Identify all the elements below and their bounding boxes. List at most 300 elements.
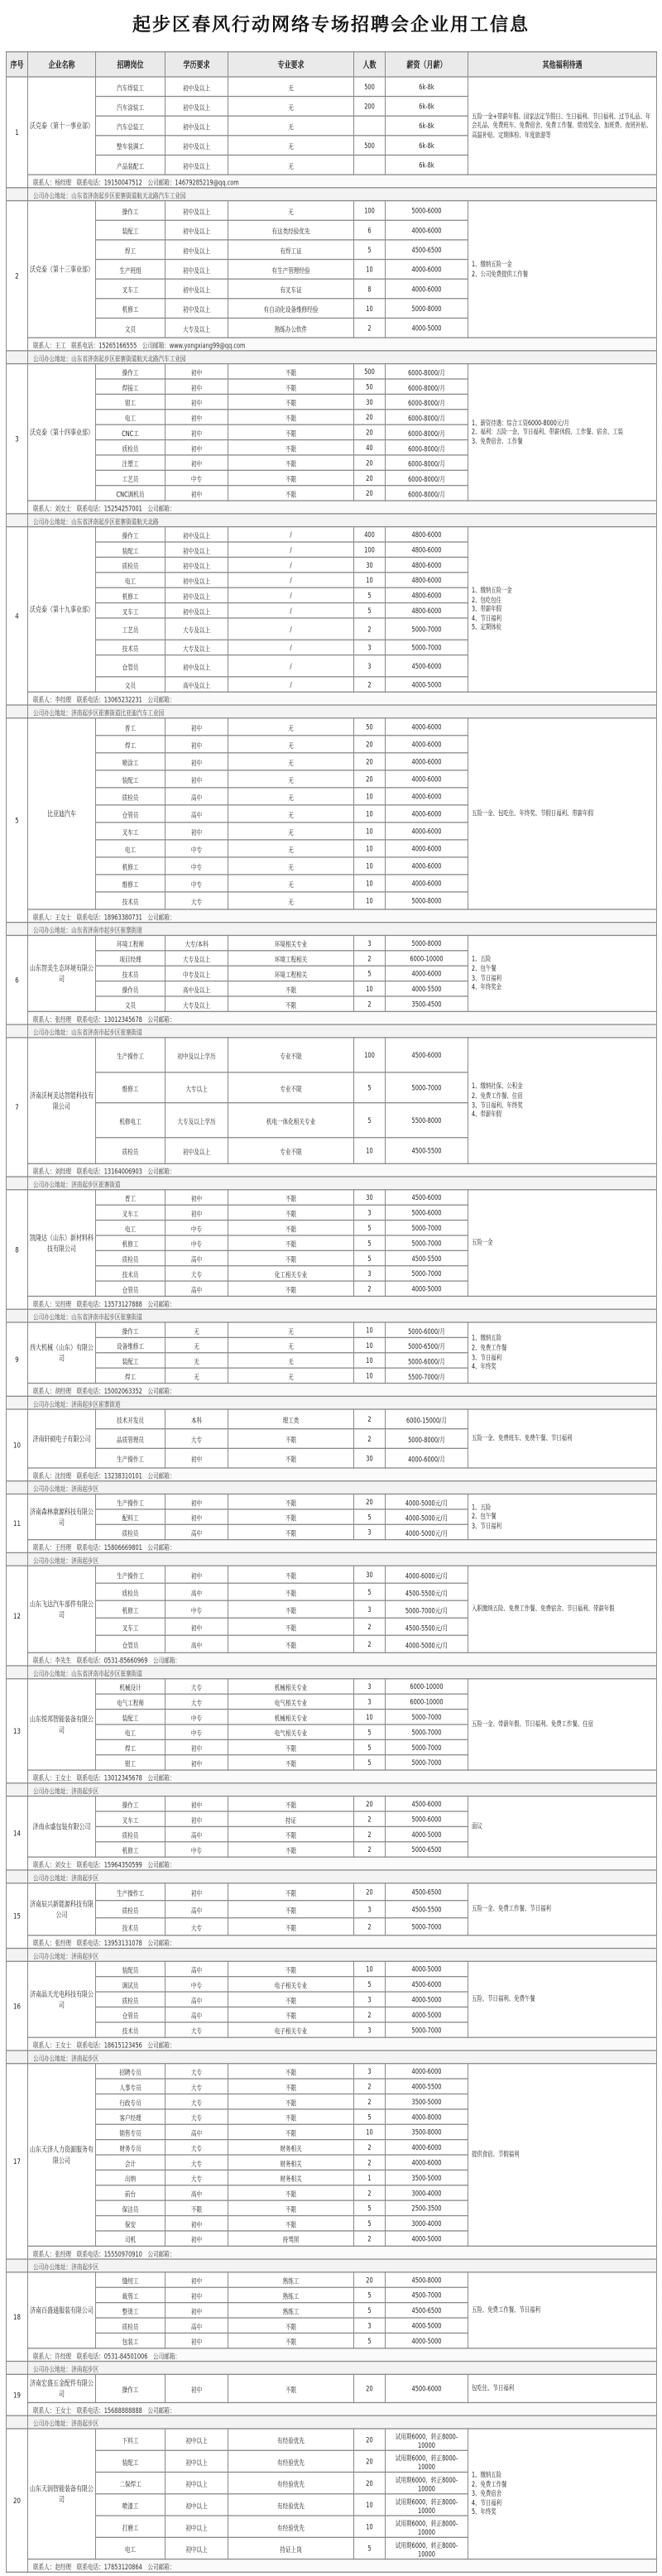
job-position: 操作工 <box>96 2374 166 2402</box>
job-count: 20 <box>354 1494 386 1509</box>
job-position: 质检员 <box>96 1583 166 1600</box>
job-education: 无 <box>166 1368 228 1383</box>
job-salary: 4000-5000元/月 <box>386 1524 468 1539</box>
company-seq: 17 <box>7 2064 28 2259</box>
job-position: 装配工 <box>96 542 166 557</box>
job-count: 40 <box>354 440 386 455</box>
company-contact: 联系人：王女士 联系电话：15688888888 公司邮箱： <box>28 2402 657 2415</box>
company-name: 沃克泰（第十九事业部） <box>28 527 96 693</box>
job-major: 无 <box>228 116 354 136</box>
job-count: 5 <box>354 240 386 260</box>
job-salary: 4500-6000 <box>386 1038 468 1072</box>
job-count: 2 <box>354 1811 386 1826</box>
company-address: 公司办公地址：济南起步区 <box>28 2415 657 2429</box>
job-major: 无 <box>228 805 354 823</box>
job-position: 操作工 <box>96 201 166 221</box>
job-position: CNC工 <box>96 425 166 439</box>
job-major: 不限 <box>228 1190 354 1205</box>
address-spacer <box>7 188 28 201</box>
job-salary: 5000-7000 <box>386 618 468 640</box>
address-spacer <box>7 1948 28 1961</box>
job-salary: 4000-6000 <box>386 2064 468 2079</box>
job-position: 司机 <box>96 2231 166 2246</box>
company-contact-row <box>7 2246 657 2259</box>
job-education: 高中 <box>166 1901 228 1918</box>
job-position: 品质管理员 <box>96 1429 166 1449</box>
job-position: 机械设计 <box>96 1679 166 1694</box>
job-salary: 5000-6000 <box>386 1205 468 1220</box>
job-education: 初中 <box>166 1796 228 1811</box>
job-salary: 6k-8k <box>386 77 468 97</box>
job-education: 初中 <box>166 440 228 455</box>
job-education: 高中 <box>166 788 228 805</box>
job-count: 1 <box>354 2170 386 2185</box>
company-name: 沃克泰（第十四事业部） <box>28 364 96 501</box>
job-salary: 4000-8000 <box>386 2109 468 2124</box>
company-address-row <box>7 1177 657 1190</box>
job-education: 高中 <box>166 1826 228 1841</box>
company-address: 公司办公地址：山东省济南市起步区崔寨街道 <box>28 1309 657 1322</box>
job-education: 高中 <box>166 1524 228 1539</box>
company-welfare: 五险、节日福利、免费午餐 <box>468 1961 657 2037</box>
job-education: 中专 <box>166 857 228 875</box>
job-education: 初中及以上 <box>166 77 228 97</box>
job-major: / <box>228 557 354 572</box>
job-salary: 试用期6000，转正8000-10000 <box>386 2516 468 2537</box>
job-major: 不限 <box>228 486 354 501</box>
job-count: 3 <box>354 2318 386 2333</box>
job-salary: 4000-6000 <box>386 966 468 981</box>
company-welfare: 五险一金、免费班车、免费午餐、节日福利 <box>468 1409 657 1468</box>
job-count: 500 <box>354 77 386 97</box>
job-count: 3 <box>354 935 386 950</box>
company-seq: 19 <box>7 2374 28 2415</box>
job-major: / <box>228 655 354 677</box>
job-position: 喷漆工 <box>96 2494 166 2516</box>
job-salary: 5000-8000 <box>386 299 468 319</box>
job-position: 裁剪工 <box>96 2287 166 2302</box>
job-position: 机修工 <box>96 1600 166 1618</box>
job-position: 汽车总装工 <box>96 116 166 136</box>
job-salary: 4500-6500 <box>386 1883 468 1901</box>
job-count: 10 <box>354 892 386 909</box>
job-position: 前台 <box>96 2185 166 2200</box>
job-major: 不限 <box>228 1918 354 1936</box>
job-education: 大专及以上 <box>166 951 228 966</box>
address-spacer <box>7 1666 28 1679</box>
job-count: 2 <box>354 1842 386 1857</box>
company-address: 公司办公地址：济南起步区 <box>28 1783 657 1796</box>
company-welfare: 提供食宿、节假福利 <box>468 2064 657 2247</box>
job-count: 3 <box>354 655 386 677</box>
company-welfare: 1、五险 2、包午餐 3、节日福利 4、年终奖金 <box>468 935 657 1011</box>
job-major: 电气相关专业 <box>228 1694 354 1709</box>
company-name: 济南百盛通服装有限公司 <box>28 2272 96 2348</box>
job-position: 生产操作工 <box>96 1566 166 1583</box>
company-contact: 联系人：张经理 联系电话：13953131078 公司邮箱： <box>28 1936 657 1949</box>
job-education: 初中及以上 <box>166 299 228 319</box>
company-address: 公司办公地址：山东省济南起步区崔寨街道航天北路汽车工业园 <box>28 188 657 201</box>
job-education: 初中 <box>166 1494 228 1509</box>
job-position: 环境工程师 <box>96 935 166 950</box>
company-seq: 9 <box>7 1322 28 1396</box>
job-major: 专业不限 <box>228 1072 354 1103</box>
job-position: 钳工 <box>96 394 166 409</box>
job-major: 有焊工证 <box>228 240 354 260</box>
job-salary: 4500-6000 <box>386 655 468 677</box>
job-education: 高中及以上 <box>166 981 228 996</box>
address-spacer <box>7 705 28 718</box>
address-spacer <box>7 923 28 936</box>
job-major: 有经验优先 <box>228 2429 354 2450</box>
job-position: 缝纫工 <box>96 2272 166 2287</box>
job-position: 仓管员 <box>96 1281 166 1296</box>
company-contact: 联系人：刘女士 联系电话：15254257001 公司邮箱： <box>28 501 657 514</box>
job-position: 生产操作工 <box>96 1038 166 1072</box>
company-contact-row <box>7 1468 657 1481</box>
job-count: 5 <box>354 1977 386 1992</box>
company-address-row <box>7 2051 657 2064</box>
job-salary: 4500-5500 <box>386 1138 468 1164</box>
job-salary: 4800-6000 <box>386 603 468 618</box>
job-count: 2 <box>354 2185 386 2200</box>
job-position: 注塑工 <box>96 455 166 470</box>
job-education: 高中 <box>166 1961 228 1976</box>
job-major: 不限 <box>228 1566 354 1583</box>
job-major: 不限 <box>228 1448 354 1468</box>
job-position: 装配工 <box>96 1353 166 1368</box>
job-position: 叉车工 <box>96 1618 166 1635</box>
job-major: 机械相关专业 <box>228 1679 354 1694</box>
job-education: 初中 <box>166 364 228 379</box>
job-position: 工艺员 <box>96 618 166 640</box>
job-count: 30 <box>354 557 386 572</box>
job-salary: 4000-5000 <box>386 677 468 692</box>
job-count: 20 <box>354 2473 386 2494</box>
job-count: 20 <box>354 770 386 788</box>
job-count: 5 <box>354 1235 386 1250</box>
company-contact-row <box>7 338 657 351</box>
job-count: 100 <box>354 542 386 557</box>
job-major: 熟练工 <box>228 2287 354 2302</box>
company-contact: 联系人：王女士 联系电话：18615123456 公司邮箱： <box>28 2037 657 2051</box>
job-major: 专业不限 <box>228 1138 354 1164</box>
job-major: 不限 <box>228 2124 354 2139</box>
job-major: 不限 <box>228 2333 354 2348</box>
job-position: 焊接工 <box>96 379 166 394</box>
job-salary: 5000-8000/月 <box>386 1429 468 1449</box>
job-salary: 5000-7000 <box>386 1072 468 1103</box>
company-address-row <box>7 2259 657 2272</box>
job-salary: 4000-6000元/月 <box>386 1566 468 1583</box>
job-salary: 6000-15000/月 <box>386 1409 468 1429</box>
job-count: 10 <box>354 1322 386 1337</box>
company-seq: 11 <box>7 1494 28 1552</box>
job-position: 装配员 <box>96 1961 166 1976</box>
job-position: 机修工 <box>96 588 166 602</box>
job-major: 熟练工 <box>228 2303 354 2318</box>
job-count: 10 <box>354 260 386 280</box>
job-education: 大专 <box>166 2155 228 2170</box>
job-salary: 4500-6000 <box>386 1796 468 1811</box>
job-major: 不限 <box>228 1235 354 1250</box>
job-education: 大专 <box>166 2079 228 2094</box>
job-position: 机修电工 <box>96 1103 166 1138</box>
company-contact: 联系人：王女士 联系电话：18963380731 公司邮箱： <box>28 909 657 923</box>
job-position: 操作工 <box>96 527 166 542</box>
company-address: 公司办公地址：济南起步区 <box>28 1552 657 1566</box>
job-salary: 5000-7000 <box>386 2022 468 2037</box>
job-count: 5 <box>354 603 386 618</box>
job-position: 生产班组 <box>96 260 166 280</box>
job-position: 普工 <box>96 718 166 736</box>
company-address-row <box>7 1309 657 1322</box>
job-count: 10 <box>354 1961 386 1976</box>
job-count: 100 <box>354 1038 386 1072</box>
job-count: 5 <box>354 1250 386 1265</box>
job-count: 2 <box>354 2140 386 2155</box>
job-count <box>354 155 386 175</box>
job-position: 电工 <box>96 1725 166 1739</box>
job-major: 不限 <box>228 1618 354 1635</box>
job-education: 初中以上 <box>166 2494 228 2516</box>
table-row <box>7 1566 657 1583</box>
job-salary: 5500-7000/月 <box>386 1368 468 1383</box>
job-salary: 试用期6000，转正8000-10000 <box>386 2494 468 2516</box>
job-major: 无 <box>228 770 354 788</box>
job-count: 10 <box>354 875 386 892</box>
job-education: 大专 <box>166 1694 228 1709</box>
job-salary: 4000-6000 <box>386 857 468 875</box>
job-major: 无 <box>228 201 354 221</box>
job-major: 不限 <box>228 2007 354 2022</box>
job-education: 中专 <box>166 875 228 892</box>
job-major: 电子相关专业 <box>228 1977 354 1992</box>
job-position: 叉车工 <box>96 823 166 840</box>
job-salary: 4000-6000 <box>386 840 468 857</box>
table-body <box>7 77 657 2572</box>
company-name: 山东天泽人力资源服务有限公司 <box>28 2064 96 2247</box>
job-count: 30 <box>354 1566 386 1583</box>
job-position: 装配工 <box>96 1710 166 1725</box>
job-education: 大专 <box>166 2170 228 2185</box>
company-address-row <box>7 514 657 527</box>
job-position: 质检员 <box>96 440 166 455</box>
job-position: 电工 <box>96 1221 166 1235</box>
company-contact: 联系人：张经理 联系电话：15550970910 公司邮箱： <box>28 2246 657 2259</box>
address-spacer <box>7 2259 28 2272</box>
job-salary: 4000-6000 <box>386 823 468 840</box>
job-salary: 5000-7000 <box>386 1221 468 1235</box>
job-position: 维修工 <box>96 1072 166 1103</box>
job-salary: 4000-5000 <box>386 2007 468 2022</box>
company-contact-row <box>7 1163 657 1177</box>
job-position: 装配工 <box>96 220 166 240</box>
job-salary: 6k-8k <box>386 155 468 175</box>
job-major: 熟练办公软件 <box>228 318 354 338</box>
address-spacer <box>7 2415 28 2429</box>
job-major: 理工类 <box>228 1409 354 1429</box>
job-education: 初中及以上 <box>166 527 228 542</box>
job-education: 初中 <box>166 1755 228 1770</box>
header-position: 招聘岗位 <box>96 52 166 77</box>
job-position: 行政专员 <box>96 2094 166 2108</box>
job-education: 高中 <box>166 805 228 823</box>
job-position: 配料工 <box>96 1509 166 1524</box>
job-education: 中专 <box>166 1221 228 1235</box>
table-row <box>7 527 657 542</box>
job-position: 技术员 <box>96 966 166 981</box>
job-major: 无 <box>228 97 354 117</box>
job-position: 质检员 <box>96 1901 166 1918</box>
job-major: 不限 <box>228 1755 354 1770</box>
company-contact: 联系人：许经理 联系电话：0531-84501006 公司邮箱： <box>28 2348 657 2362</box>
job-salary: 4000-6000 <box>386 279 468 299</box>
job-count: 3 <box>354 2022 386 2037</box>
job-major: 无 <box>228 736 354 753</box>
company-address: 公司办公地址：山东省济南起步区崔寨街道航天北路 <box>28 514 657 527</box>
company-name: 济南轩硕电子有限公司 <box>28 1409 96 1468</box>
header-salary: 薪资（月薪） <box>386 52 468 77</box>
company-address: 公司办公地址：济南起步区崔寨街道 <box>28 1396 657 1409</box>
job-count: 10 <box>354 2494 386 2516</box>
job-major: 机电一体化相关专业 <box>228 1103 354 1138</box>
job-salary: 4500-8000 <box>386 2272 468 2287</box>
job-count: 8 <box>354 279 386 299</box>
job-major: / <box>228 640 354 655</box>
job-major: 不限 <box>228 1842 354 1857</box>
company-contact-row <box>7 1857 657 1870</box>
job-major: 化工相关专业 <box>228 1266 354 1281</box>
table-row <box>7 1679 657 1694</box>
job-position: 销售专员 <box>96 2124 166 2139</box>
job-count: 5 <box>354 1583 386 1600</box>
job-count: 100 <box>354 201 386 221</box>
job-position: 生产操作工 <box>96 1448 166 1468</box>
job-education: 大专及以上 <box>166 640 228 655</box>
job-major: 不限 <box>228 410 354 425</box>
job-count: 5 <box>354 1739 386 1754</box>
job-count: 2 <box>354 1409 386 1429</box>
job-position: 二保焊工 <box>96 2473 166 2494</box>
job-salary: 4000-5000 <box>386 318 468 338</box>
job-count: 10 <box>354 1368 386 1383</box>
address-spacer <box>7 1024 28 1038</box>
job-major: 无 <box>228 753 354 770</box>
job-major: 无 <box>228 1353 354 1368</box>
job-count: 20 <box>354 2450 386 2472</box>
address-spacer <box>7 2362 28 2375</box>
job-education: 初中 <box>166 1618 228 1635</box>
job-education: 初中 <box>166 1739 228 1754</box>
job-count: 10 <box>354 788 386 805</box>
job-education: 高中 <box>166 1635 228 1653</box>
job-education: 初中 <box>166 2333 228 2348</box>
company-address-row <box>7 1783 657 1796</box>
company-seq: 8 <box>7 1190 28 1309</box>
job-major: 不限 <box>228 1883 354 1901</box>
job-salary: 5000-7000 <box>386 1755 468 1770</box>
company-contact: 联系人：杨经理 联系电话：19150047512 公司邮箱：14679285219@qq.com <box>28 175 657 188</box>
company-address-row <box>7 1870 657 1883</box>
company-address: 公司办公地址：济南起步区 <box>28 1481 657 1494</box>
job-salary: 6k-8k <box>386 97 468 117</box>
job-position: 设备维修工 <box>96 1337 166 1352</box>
job-major: 无 <box>228 875 354 892</box>
job-education: 初中 <box>166 2272 228 2287</box>
job-major: / <box>228 677 354 692</box>
job-salary: 4500-6000 <box>386 1977 468 1992</box>
job-education: 高中 <box>166 1992 228 2007</box>
job-count: 10 <box>354 1337 386 1352</box>
job-salary: 6000-8000/月 <box>386 455 468 470</box>
job-major: 财务相关 <box>228 2140 354 2155</box>
job-education: 初中以上 <box>166 2473 228 2494</box>
job-position: 质检员 <box>96 788 166 805</box>
job-count: 5 <box>354 2303 386 2318</box>
company-contact-row <box>7 1540 657 1553</box>
job-salary: 3500-8000 <box>386 2124 468 2139</box>
job-count: 10 <box>354 840 386 857</box>
company-address-row <box>7 1552 657 1566</box>
job-salary: 5000-6500 <box>386 1842 468 1857</box>
company-seq: 7 <box>7 1038 28 1177</box>
job-education: 大专 <box>166 2140 228 2155</box>
job-education: 大专及以上 <box>166 318 228 338</box>
job-education: 初中及以上 <box>166 573 228 588</box>
job-education: 无 <box>166 1353 228 1368</box>
job-major: 环境工程相关 <box>228 966 354 981</box>
job-salary: 6000-8000/月 <box>386 364 468 379</box>
job-position: 叉车工 <box>96 1811 166 1826</box>
header-row <box>7 52 657 77</box>
company-contact: 联系人：吴经理 联系电话：13573127888 公司邮箱： <box>28 1296 657 1309</box>
company-welfare: 1、缴纳社保、公积金 2、免费工作餐、住宿 3、节日福利、年终奖 4、带薪年假 <box>468 1038 657 1163</box>
job-salary: 试用期6000，转正8000-10000 <box>386 2429 468 2450</box>
job-position: 会计 <box>96 2155 166 2170</box>
company-welfare: 五险一金、带薪年假、节日福利、免费工作餐、住宿 <box>468 1679 657 1770</box>
header-education: 学历要求 <box>166 52 228 77</box>
company-address: 公司办公地址：济南起步区 <box>28 2362 657 2375</box>
job-education: 初中及以上 <box>166 655 228 677</box>
company-contact: 联系人：胡经理 联系电话：15002063352 公司邮箱： <box>28 1384 657 1397</box>
job-salary: 4800-6000 <box>386 557 468 572</box>
job-major: 不限 <box>228 2064 354 2079</box>
job-count: 5 <box>354 1072 386 1103</box>
job-education: 不限 <box>166 2200 228 2215</box>
job-major: 持证上岗 <box>228 2537 354 2559</box>
job-education: 中专 <box>166 1235 228 1250</box>
company-address-row <box>7 1481 657 1494</box>
job-major: 不限 <box>228 425 354 439</box>
job-salary: 3000-4000 <box>386 2216 468 2231</box>
job-education: 初中及以上 <box>166 1138 228 1164</box>
job-salary: 5000-7000 <box>386 1725 468 1739</box>
job-education: 初中 <box>166 2374 228 2402</box>
job-major: 不限 <box>228 1494 354 1509</box>
table-row <box>7 2429 657 2450</box>
job-count: 10 <box>354 1710 386 1725</box>
job-major: 无 <box>228 823 354 840</box>
company-address-row <box>7 1024 657 1038</box>
job-position: 焊工 <box>96 736 166 753</box>
table-row <box>7 935 657 950</box>
job-major: 无 <box>228 892 354 909</box>
job-count: 10 <box>354 573 386 588</box>
job-position: 项目经理 <box>96 951 166 966</box>
job-major: 有叉车证 <box>228 279 354 299</box>
job-education: 初中 <box>166 823 228 840</box>
